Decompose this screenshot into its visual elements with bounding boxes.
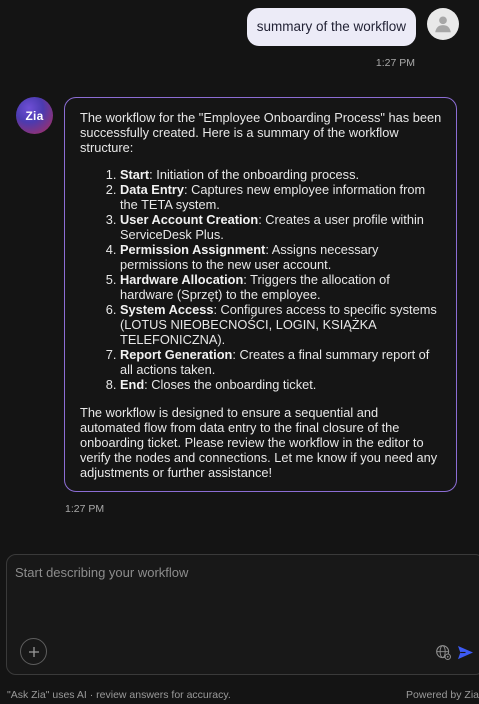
- workflow-step: [120, 212, 442, 242]
- step-desc: : Closes the onboarding ticket.: [144, 377, 317, 392]
- workflow-step: [120, 242, 442, 272]
- bot-outro-text: The workflow is designed to ensure a sequential and automated flow from data entry to the final closure of the onboarding ticket. Please review the workflow in the editor to verify the nodes and connections. Let me know if you need any adjustments or further assistance!: [80, 405, 438, 480]
- powered-by-label: Powered by Zia: [406, 689, 479, 701]
- plus-icon: [28, 646, 40, 658]
- workflow-step: [120, 302, 442, 347]
- step-title: Permission Assignment: [120, 242, 266, 257]
- add-attachment-button[interactable]: [20, 638, 47, 665]
- step-desc: : Triggers the allocation of hardware (Sprzęt) to the employee.: [120, 272, 390, 302]
- step-title: Start: [120, 167, 150, 182]
- step-title: User Account Creation: [120, 212, 259, 227]
- step-title: Hardware Allocation: [120, 272, 244, 287]
- step-title: End: [120, 377, 145, 392]
- step-desc: : Captures new employee information from the TETA system.: [120, 182, 426, 212]
- ai-disclaimer: "Ask Zia" uses AI · review answers for accuracy.: [7, 689, 231, 701]
- send-button[interactable]: [456, 643, 474, 661]
- user-message-text: summary of the workflow: [256, 19, 406, 34]
- web-search-toggle[interactable]: [433, 642, 453, 662]
- workflow-step: [120, 182, 442, 212]
- workflow-step: [120, 167, 442, 182]
- step-desc: : Assigns necessary permissions to the new user account.: [120, 242, 379, 272]
- workflow-step: [120, 377, 442, 392]
- user-message-time: 1:27 PM: [375, 57, 415, 69]
- prompt-input[interactable]: [13, 563, 457, 627]
- send-icon: [457, 645, 474, 660]
- step-desc: : Initiation of the onboarding process.: [149, 167, 360, 182]
- step-title: System Access: [120, 302, 214, 317]
- bot-message-time: 1:27 PM: [65, 503, 105, 515]
- zia-avatar-label: Zia: [25, 108, 44, 123]
- workflow-step: [120, 347, 442, 377]
- user-avatar-icon: [427, 8, 459, 40]
- workflow-steps-list: [80, 167, 442, 392]
- step-desc: : Configures access to specific systems (LOTUS NIEOBECNOŚCI, LOGIN, KSIĄŻKA TELEFONICZNA).: [120, 302, 437, 347]
- step-desc: : Creates a user profile within ServiceDesk Plus.: [120, 212, 424, 242]
- message-composer: [6, 554, 479, 675]
- step-title: Report Generation: [120, 347, 233, 362]
- step-title: Data Entry: [120, 182, 185, 197]
- user-message-bubble: [247, 8, 416, 46]
- bot-intro-text: The workflow for the "Employee Onboarding Process" has been successfully created. Here is a summary of the workflow structure:: [80, 110, 442, 155]
- step-desc: : Creates a final summary report of all actions taken.: [120, 347, 430, 377]
- globe-settings-icon: [435, 644, 452, 661]
- zia-avatar: [16, 97, 53, 134]
- workflow-step: [120, 272, 442, 302]
- bot-message-bubble: [64, 97, 457, 492]
